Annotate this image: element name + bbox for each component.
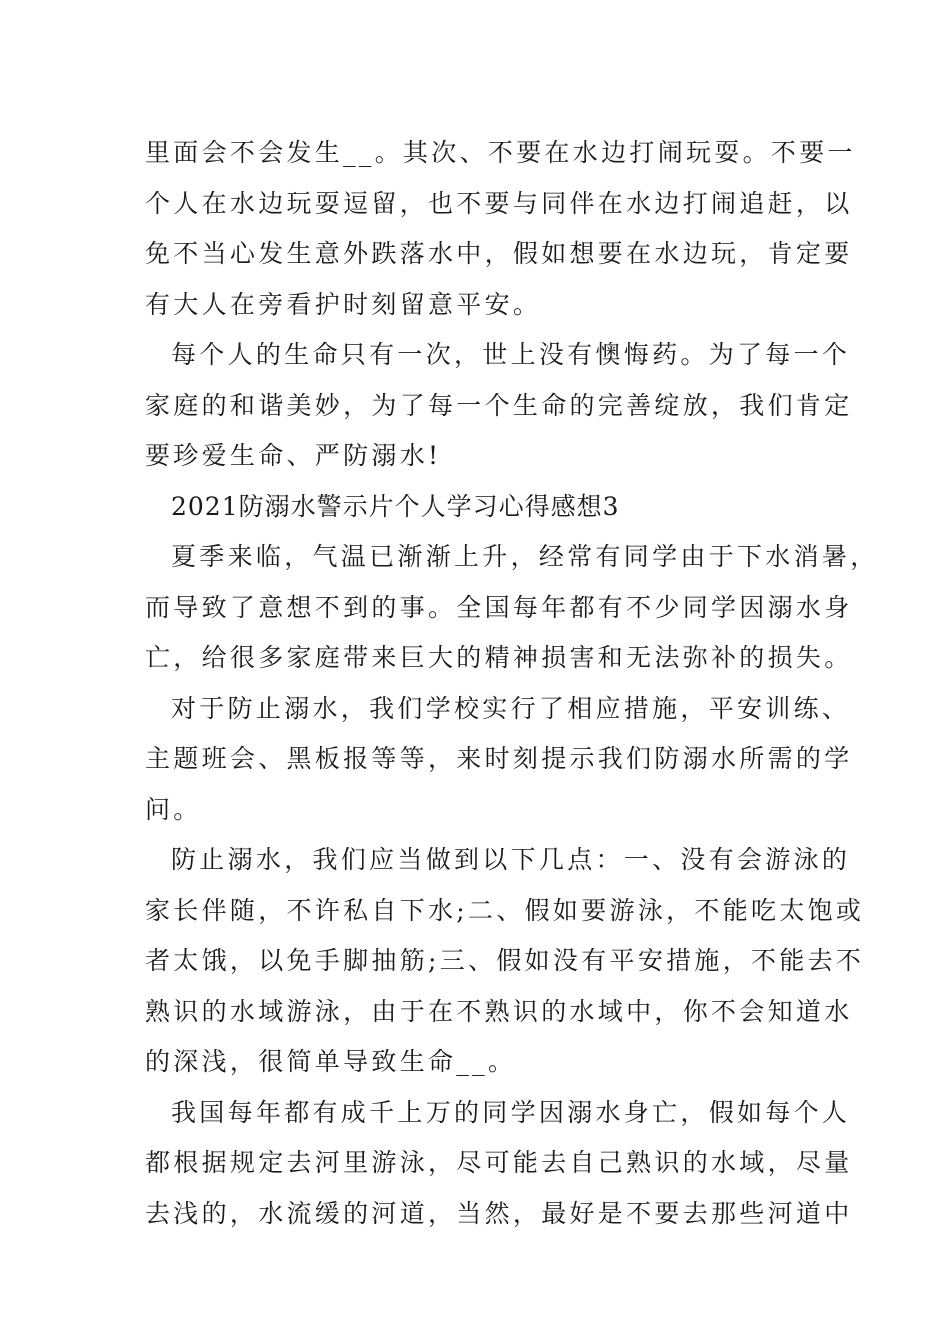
text-line-17: 者太饿，以免手脚抽筋;三、假如没有平安措施，不能去不 xyxy=(145,946,865,975)
text-line-11: 亡，给很多家庭带来巨大的精神损害和无法弥补的损失。 xyxy=(145,643,853,672)
text-line-19: 的深浅，很简单导致生命__。 xyxy=(145,1047,517,1076)
text-line-1: 里面会不会发生__。其次、不要在水边打闹玩耍。不要一 xyxy=(145,138,856,167)
paragraph-start-line: 夏季来临，气温已渐渐上升，经常有同学由于下水消暑， xyxy=(171,542,879,571)
paragraph-start-line: 我国每年都有成千上万的同学因溺水身亡，假如每个人 xyxy=(171,1097,851,1127)
text-line-22: 去浅的，水流缓的河道，当然，最好是不要去那些河道中 xyxy=(145,1198,853,1228)
text-line-18: 熟识的水域游泳，由于在不熟识的水域中，你不会知道水 xyxy=(145,996,853,1026)
text-line-14: 问。 xyxy=(145,794,202,824)
section-heading: 2021防溺水警示片个人学习心得感想3 xyxy=(171,491,620,521)
paragraph-start-line: 每个人的生命只有一次，世上没有懊悔药。为了每一个 xyxy=(171,340,851,369)
text-line-13: 主题班会、黑板报等等，来时刻提示我们防溺水所需的学 xyxy=(145,744,853,773)
paragraph-start-line: 对于防止溺水，我们学校实行了相应措施，平安训练、 xyxy=(171,693,851,723)
paragraph-start-line: 防止溺水，我们应当做到以下几点：一、没有会游泳的 xyxy=(171,845,851,874)
text-line-4: 有大人在旁看护时刻留意平安。 xyxy=(145,289,542,319)
document-body xyxy=(145,128,879,1239)
text-line-2: 个人在水边玩耍逗留，也不要与同伴在水边打闹追赶，以 xyxy=(145,188,853,218)
text-line-10: 而导致了意想不到的事。全国每年都有不少同学因溺水身 xyxy=(145,592,853,622)
text-line-7: 要珍爱生命、严防溺水! xyxy=(145,441,442,470)
text-line-21: 都根据规定去河里游泳，尽可能去自己熟识的水域，尽量 xyxy=(145,1148,853,1177)
text-line-16: 家长伴随，不许私自下水;二、假如要游泳，不能吃太饱或 xyxy=(145,895,865,925)
text-line-3: 免不当心发生意外跌落水中，假如想要在水边玩，肯定要 xyxy=(145,239,853,268)
text-line-6: 家庭的和谐美妙，为了每一个生命的完善绽放，我们肯定 xyxy=(145,390,853,420)
